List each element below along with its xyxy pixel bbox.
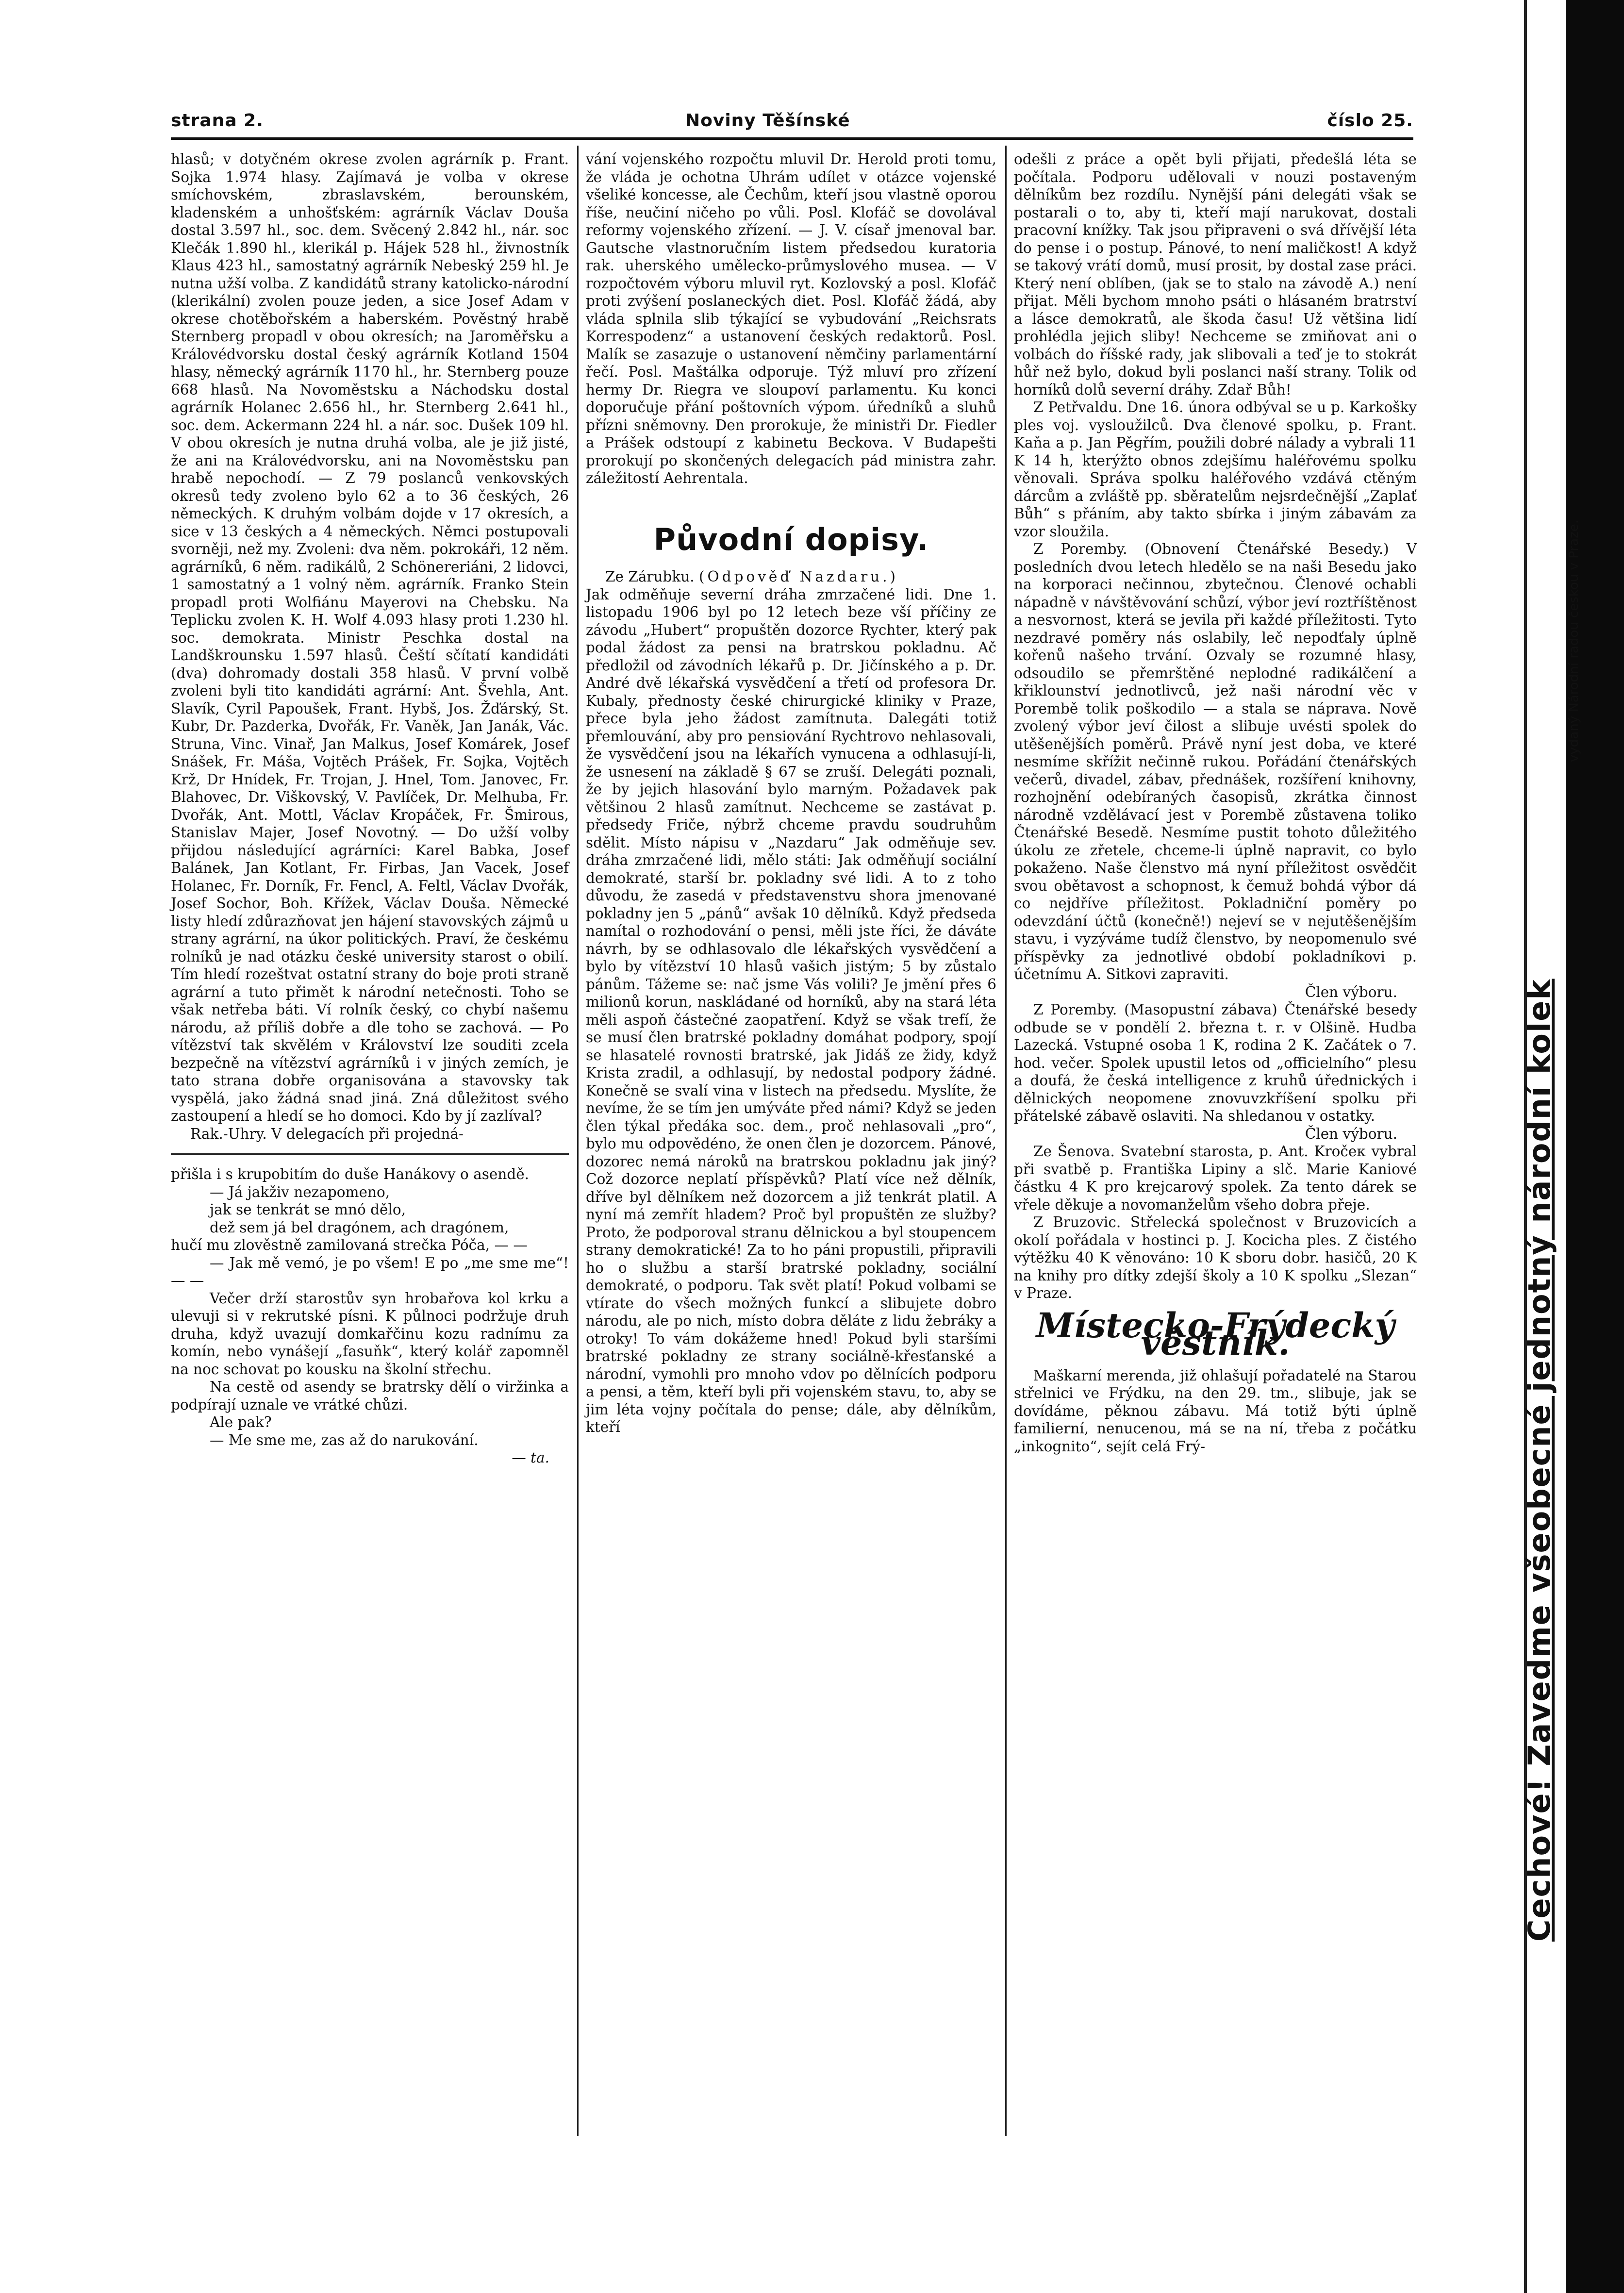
issue-number: číslo 25. bbox=[1327, 111, 1413, 131]
newspaper-title: Noviny Těšínské bbox=[685, 111, 850, 131]
local-news: Z Bruzovic. Střelecká společnost v Bruzovicích a okolí pořádala v hostinci p. J. Kocicha ples. Z čistého výtěžku 40 K věnováno: 10 K sboru dobr. hasičů, 20 K na knihy pro dítky zdejší školy a 10 K spolku „Slezan“ v Praze. bbox=[1014, 1214, 1417, 1301]
scan-edge-bar bbox=[1566, 0, 1624, 2293]
author-signature: — ta. bbox=[512, 1449, 549, 1466]
feuilleton-line: — Jak mě vemó, je po všem! E po „me sme me“! — — bbox=[171, 1254, 569, 1289]
column-3 bbox=[1014, 150, 1417, 1455]
feuilleton-line: — Me sme me, zas až do narukování. bbox=[210, 1431, 479, 1448]
letter-place: Ze Zárubku. bbox=[605, 568, 695, 585]
article-text: Rak.-Uhry. V delegacích při projedná- bbox=[190, 1125, 464, 1142]
feuilleton-line: dež sem já bel dragónem, ach dragónem, bbox=[210, 1219, 509, 1236]
news-signature: Člen výboru. bbox=[1305, 983, 1397, 1000]
feuilleton-line: přišla i s krupobitím do duše Hanákovy o asendě. bbox=[171, 1166, 530, 1182]
section-title: Původní dopisy. bbox=[653, 521, 929, 557]
news-signature: Člen výboru. bbox=[1305, 1125, 1397, 1142]
letter-text: Jak odměňuje severní dráha zmrzačené lidi. Dne 1. listopadu 1906 byl po 12 letech beze vší příčiny ze závodu „Hubert“ propuštěn dozorce Rychter, který pak podal žádost za pensi na bratrskou pokladnu. Ač předložil od závodních lékařů p. Dr. Jičínského a p. Dr. André dvě lékařská vysvědčení a třetí od profesora Dr. Kubaly, přednosty české chirurgické kliniky v Praze, přece byla jeho žádost zamítnuta. Dalegáti totiž přemlouvání, aby pro pensiování Rychtrovo nehlasovali, že vysvědčení jsou na lékařích vynucena a odhlasují-li, že usnesení na základě § 67 se zruší. Delegáti poznali, že by jejich hlasování bylo marným. Požadavek pak většinou 2 hlasů zamítnut. Nechceme se zastávat p. předsedy Friče, nýbrž chceme pravdu soudruhům sdělit. Místo nápisu v „Nazdaru“ Jak odměňuje sev. dráha zmrzačené lidi, mělo státi: Jak odměňují sociální demokraté, starší br. pokladny své lidi. A to z toho důvodu, že zasedá v představenstvu shora jmenované pokladny jen 5 „pánů“ avšak 10 dělníků. Když předseda namítal o rozhodování o pensi, měli jste říci, že dáváte návrh, by se odhlasovalo dle lékařských vysvědčení a bylo by vítězství 10 hlasů vašich jistým; 5 by zůstalo pánům. Tážeme se: nač jsme Vás volili? Je jmění přes 6 milionů korun, naskládané od horníků, aby na stará léta měli aspoň částečné zaopatření. Když se však trefí, že se musí člen bratrské pokladny domáhat podpory, spojí se hlasatelé rovnosti bratrské, jak Jidáš ze židy, když Krista zradil, a odhlasují, by nedostal podpory žádné. Konečně se svalí vina v listech na předsedu. Myslíte, že nevíme, že se tím jen umýváte před námi? Když se jeden člen týkal předáka soc. dem., proč nehlasovali „pro“, bylo mu odpovědéno, že onen člen je dozorcem. Pánové, dozorec nemá nároků na bratrskou pokladnu jak jiný? Což dozorce neplatí příspěvků? Platí více než dělník, dříve byl dělníkem než dozorcem a již tenkrát platil. A nyní má zemřít hladem? Proč byl propuštěn ze služby? Proto, že podporoval stranu dělnickou a byl stoupencem strany demokratické! Za to ho páni propustili, připravili ho o službu a starší bratrské pokladny, sociální demokraté, o podporu. Tak svět platí! Pokud volbami se vtírate do všech možných funkcí a slibujete dobro národu, ale po nich, místo dobra děláte z lidu žebráky a otroky! To vám dokážeme hned! Pokud byli staršími bratrské pokladny ze strany sociálně-křesťanské a národní, vymohli pro mnoho vdov po dělnících podporu a pensi, a těm, kteří byli při vojenském stavu, to, aby se jim léta vojny počítala do pense; dále, aby dělníkům, kteří bbox=[586, 586, 996, 1435]
vertical-banner: Cechové! Zavedme všeobecné jednotný národní kolek bbox=[1522, 979, 1557, 1942]
page-header bbox=[171, 111, 1413, 140]
local-news: Z Poremby. (Obnovení Čtenářské Besedy.) V posledních dvou letech hledělo se na naši Besedu jako na korporaci nečinnou, zbytečnou. Členové ochabli nápadně v návštěvování schůzí, výbor jeví roztříštěnost a nesvornost, která se jevila při každé příležitosti. Tyto nezdravé poměry nás oslabily, leč nepodťaly úplně kořenů našeho trvání. Ozvaly se rozumné hlasy, odsoudilo se přemrštěné neplodné radikálčení a křiklounství jednotlivců, jež naši národní věc v Porembě tolik poškodilo — a stala se náprava. Nově zvolený výbor jeví čilost a slibuje uvésti spolek do utěšenějších poměrů. Právě nyní jest doba, ve které nesmíme skřížit nečinně rukou. Pořádání čtenářských večerů, divadel, zábav, přednášek, rozšíření knihovny, rozhojnění odebíraných časopisů, zkrátka činnost národně vzdělávací jest v Porembě zůstavena toliko Čtenářské Besedě. Nesmíme pustit tohoto důležitého úkolu ze zřetele, chceme-li úplně napravit, co bylo pokaženo. Naše členstvo má nyní příležitost osvědčit svou obětavost a schopnost, k čemuž bohdá výbor dá co nejdříve příležitost. Pokladniční poměry po odevzdání účtů (konečně!) nejeví se v nejutěšenějším stavu, i vyzýváme tudíž členstvo, by neopomenulo své příspěvky za jednotlivé období pokladníkovi p. účetnímu A. Sitkovi zapraviti. bbox=[1014, 541, 1417, 982]
feuilleton bbox=[171, 1165, 569, 1449]
letter-subtitle: (Odpověď Nazdaru.) bbox=[699, 568, 899, 585]
feuilleton-line: — Já jakživ nezapomeno, bbox=[210, 1183, 390, 1200]
column-2 bbox=[586, 150, 996, 1436]
feuilleton-line: Na cestě od asendy se bratrsky dělí o viržinka a podpírají uznale ve vrátké chůzi. bbox=[171, 1379, 569, 1413]
column-1 bbox=[171, 150, 569, 1467]
page-number: strana 2. bbox=[171, 111, 264, 131]
feuilleton-line: Ale pak? bbox=[210, 1414, 272, 1430]
local-news: Ze Šenova. Svatební starosta, p. Ant. Kročeк vybral při svatbě p. Františka Lipiny a slč. Marie Kaniové částku 4 K pro krejcarový spolek. Za tento dárek se vřele děkuje a novomanželům všeho dobra přeje. bbox=[1014, 1143, 1417, 1213]
letter-text: odešli z práce a opět byli přijati, předešlá léta se počítala. Podporu udělovali v nouzi postaveným dělníkům bez rozdílu. Nynější páni delegáti však se postarali o to, aby ti, kteří mají narukovat, dostali pracovní knížky. Tak jsou připraveni o svá dřívější léta do pense i o postup. Pánové, to není maličkost! A když se takový vrátí domů, musí prosit, by dostal zase práci. Který není oblíben, (jak se to stalo na závodě A.) není přijat. Měli bychom mnoho psáti o hlásaném bratrství a lásce demokratů, ale škoda času! Už většina lidí prohlédla jejich sliby! Nechceme se zmiňovat ani o volbách do říšské rady, jak slibovali a teď je to stokrát hůř než bylo, dokud byli poslanci naší strany. Tolik od horníků dolů severní dráhy. Zdař Bůh! bbox=[1014, 151, 1417, 398]
column-divider bbox=[577, 146, 579, 2136]
section-divider bbox=[171, 1153, 569, 1155]
section-title: Místecko-Frýdecký věstník. bbox=[1036, 1305, 1395, 1363]
local-news: Maškarní merenda, již ohlašují pořadatelé na Starou střelnici ve Frýdku, na den 29. tm., slibuje, jak se dovídáme, pěknou zábavu. Má totiž býti úplně familierní, nenucenou, má se na ní, třeba z počátku „inkognito“, sejít celá Frý- bbox=[1014, 1367, 1417, 1455]
article-text: vání vojenského rozpočtu mluvil Dr. Herold proti tomu, že vláda je ochotna Uhrám udílet v otázce vojenské všeliké koncesse, ale Čechům, kteří jsou vlastně oporou říše, neučiní ničeho po vůli. Posl. Klofáč se dovolával reformy vojenského zřízení. — J. V. císař jmenoval bar. Gautsche vlastnoručním listem předsedou kuratoria rak. uherského umělecko-průmyslového musea. — V rozpočtovém výboru mluvil ryt. Kozlovský a posl. Klofáč proti zvýšení poslaneckých diet. Posl. Klofáč žádá, aby vláda splnila slib týkající se vybudování „Reichsrats Korrespodenz“ a ustanovení českých redaktorů. Posl. Malík se zasazuje o ustanovení němčiny parlamentární řečí. Posl. Maštálka odporuje. Týž mluví pro zřízení hermy Dr. Riegra ve sloupoví parlamentu. Ku konci doporučuje přání poštovních výpom. úředníků a sluhů přízni sněmovny. Den prorokuje, že ministři Dr. Fiedler a Prášek odstoupí z kabinetu Beckova. V Budapešti prorokují po skončených delegacích pád ministra zahr. záležitostí Aehrentala. bbox=[586, 151, 996, 486]
article-text: hlasů; v dotyčném okrese zvolen agrárník p. Frant. Sojka 1.974 hlasy. Zajímavá je volba v okrese smíchovském, zbraslavském, berounském, kladenském a unhošťském: agrárník Václav Douša dostal 3.597 hl., soc. dem. Svěcený 2.842 hl., nár. soc Klečák 1.890 hl., klerikál p. Hájek 528 hl., živnostník Klaus 423 hl., samostatný agrárník Nebeský 259 hl. Je nutna užší volba. Z kandidátů strany katolicko-národní (klerikální) zvolen pouze jeden, a sice Josef Adam v okrese chotěbořském a haberském. Pověstný hrabě Sternberg propadl v obou okresích; na Jaroměřsku a Královédvorsku dostal český agrárník Kotland 1504 hlasy, německý agrárník 1170 hl., hr. Sternberg pouze 668 hlasů. Na Novoměstsku a Náchodsku dostal agrárník Holanec 2.656 hl., hr. Sternberg 2.641 hl., soc. dem. Ackermann 224 hl. a nár. soc. Dušek 109 hl. V obou okresích je nutna druhá volba, ale je již jisté, že ani na Královédvorsku, ani na Novoměstsku pan hrabě nepochodí. — Z 79 poslanců venkovských okresů tedy zvoleno bylo 62 a to 36 českých, 26 německých. K druhým volbám dojde v 17 okresích, a sice v 13 českých a 4 německých. Němci postupovali svorněji, než my. Zvoleni: dva něm. pokrokáři, 12 něm. agrárníků, 6 něm. radikálů, 2 Schönereriáni, 2 lidovci, 1 samostatný a 1 volný něm. agrárník. Franko Stein propadl proti Wolfiánu Mayerovi na Chebsku. Na Teplicku zvolen K. H. Wolf 4.093 hlasy proti 1.230 hl. soc. demokrata. Ministr Peschka dostal na Landškrounsku 1.597 hlasů. Čeští sčítatí kandidáti (dva) dohromady dostali 358 hlasů. V první volbě zvoleni byli tito kandidáti agrární: Ant. Švehla, Ant. Slavík, Cyril Papoušek, Frant. Hybš, Jos. Žďárský, St. Kubr, Dr. Pazderka, Dvořák, Fr. Vaněk, Jan Janák, Vác. Struna, Vinc. Vinař, Jan Malkus, Josef Komárek, Josef Snášek, Fr. Máša, Vojtěch Prášek, Fr. Sojka, Vojtěch Krž, Dr Hnídek, Fr. Trojan, J. Hnel, Tom. Janovec, Fr. Blahovec, Dr. Viškovský, V. Pavlíček, Dr. Melhuba, Fr. Dvořák, Ant. Mottl, Václav Kropáček, Fr. Šmirous, Stanislav Majer, Josef Novotný. — Do užší volby přijdou následující agrárníci: Karel Babka, Josef Balánek, Jan Kotlant, Fr. Firbas, Jan Vacek, Josef Holanec, Fr. Dorník, Fr. Fencl, A. Feltl, Václav Dvořák, Josef Sochor, Boh. Křížek, Václav Douša. Německé listy hledí zdůrazňovat jen hájení stavovských zájmů u strany agrární, na úkor politických. Praví, že českému rolníků je nad otázku české university starost o obilí. Tím hledí rozeštvat ostatní strany do boje proti straně agrární a tuto přimět k národní netečnosti. Toho se však netřeba báti. Ví rolník český, co chybí našemu národu, až příliš dobře a dle toho se zachová. — Po vítězství tak skvělém v Království lze souditi zcela bezpečně na vítězství agrárníků i v jiných zemích, je tato strana dobře organisována a stavovsky tak vyspělá, jako žádná snad jiná. Zná důležitost svého zastoupení a hledí se ho domoci. Kdo by jí zazlíval? bbox=[171, 151, 569, 1124]
column-divider bbox=[1005, 146, 1007, 2136]
feuilleton-line: hučí mu zlověstně zamilovaná strečka Póča, — — bbox=[171, 1237, 528, 1253]
feuilleton-line: Večer drží starostův syn hrobařova kol krku a ulevuji si v rekrutské písni. K půlnoci podržuje druh druha, když uvazují domkařčinu kozu radnímu za komín, nebo vynášejí „fasuňk“, který kolář zapomněl na noc schovat po kousku na školní střechu. bbox=[171, 1290, 569, 1378]
feuilleton-line: jak se tenkrát se mnó dělo, bbox=[210, 1201, 406, 1218]
local-news: Z Poremby. (Masopustní zábava) Čtenářské besedy odbude se v pondělí 2. března t. r. v Olšině. Hudba Lazecká. Vstupné osoba 1 K, rodina 2 K. Začátek o 7. hod. večer. Spolek upustil letos od „officielního“ plesu a doufá, že česká intelligence z kruhů úřednických i dělnických neopomene znovuvzkříšení spolku při přátelské zábavě oslaviti. Na shledanou v ostatky. bbox=[1014, 1001, 1417, 1124]
local-news: Z Petřvaldu. Dne 16. února odbýval se u p. Karkošky ples voj. vysloužilců. Dva členové spolku, p. Frant. Kaňa a p. Jan Pěgřím, použili dobré nálady a vybrali 11 K 14 h, kterýžto obnos zdejšímu haléřovému spolku věnovali. Správa spolku haléřového vzdává ctěným dárcům a zvláště pp. sběratelům nejsrdečnější „Zaplať Bůh“ s přáním, aby takto sbírka i jiným zábavám za vzor sloužila. bbox=[1014, 399, 1417, 540]
vertical-banner-note: vydaný Národní radou českou v Praze. bbox=[1567, 519, 1581, 762]
letter-header bbox=[586, 568, 996, 586]
header-rule bbox=[171, 137, 1413, 140]
